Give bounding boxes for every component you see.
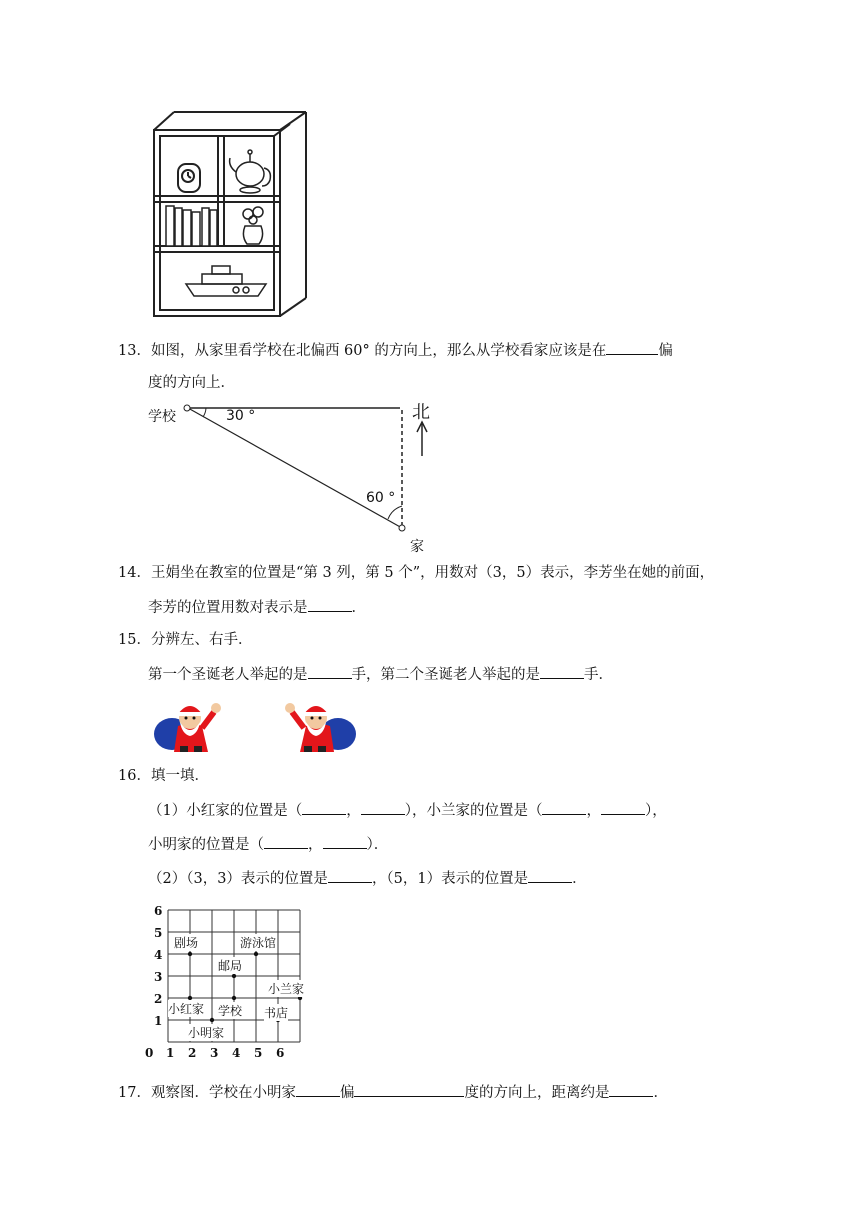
q16-p2-text-c: ． (572, 871, 587, 887)
xiaohong-y-blank[interactable] (361, 800, 405, 815)
q15-number: 15． (118, 632, 151, 648)
q16-p1-line2-text-b: ）． (366, 837, 389, 853)
xiaolan-x-blank[interactable] (542, 800, 586, 815)
xiaoming-x-blank[interactable] (264, 834, 308, 849)
x-tick-5: 5 (254, 1046, 263, 1060)
q16-comma: ， (586, 803, 601, 819)
grid-point (232, 996, 236, 1000)
q17-text-b: 偏 (339, 1085, 355, 1101)
angle-30-label: 30 ° (226, 408, 256, 424)
q17-distance-blank[interactable] (609, 1082, 653, 1097)
y-tick-1: 1 (154, 1014, 163, 1028)
q15-question-line (148, 664, 613, 685)
school-label: 学校 (148, 409, 176, 425)
place-xiaoming-home: 小明家 (188, 1026, 225, 1040)
q17-line (118, 1082, 668, 1103)
q15-title: 分辨左、右手． (150, 632, 253, 648)
place-pool: 游泳馆 (240, 936, 277, 950)
x-tick-1: 1 (166, 1046, 175, 1060)
q16-p2-text-a: （2）（3，3）表示的位置是 (148, 871, 328, 887)
home-label: 家 (410, 539, 424, 555)
q16-p2-text-b: ，（5，1）表示的位置是 (371, 871, 529, 887)
q16-p1-line2-text-a: 小明家的位置是（ (148, 837, 264, 853)
x-tick-3: 3 (210, 1046, 219, 1060)
xiaohong-x-blank[interactable] (302, 800, 346, 815)
q14-number: 14． (118, 565, 151, 581)
xiaolan-y-blank[interactable] (601, 800, 645, 815)
y-tick-4: 4 (154, 948, 163, 962)
q13-line1 (118, 340, 673, 361)
q16-p2-blank-2[interactable] (528, 868, 572, 883)
place-theater: 剧场 (174, 936, 199, 950)
x-tick-0: 0 (145, 1046, 154, 1060)
q16-comma: ， (308, 837, 323, 853)
y-tick-6: 6 (154, 904, 163, 918)
q16-grid-figure (145, 900, 328, 1065)
q14-line1 (118, 563, 714, 583)
q16-comma: ， (346, 803, 361, 819)
x-tick-6: 6 (276, 1046, 285, 1060)
angle-60-label: 60 ° (366, 490, 396, 506)
q17-number: 17． (118, 1085, 151, 1101)
place-bookstore: 书店 (264, 1006, 289, 1020)
q16-p1-text-a: （1）小红家的位置是（ (148, 803, 303, 819)
q17-text-c: 度的方向上，距离约是 (464, 1085, 610, 1101)
q16-title-line (118, 766, 209, 786)
grid-point (188, 952, 192, 956)
q14-text-line2a: 李芳的位置用数对表示是 (148, 600, 308, 616)
santa-claus-1-image (152, 696, 228, 754)
q13-text-b: 偏 (658, 343, 673, 359)
q17-text-d: ． (653, 1085, 668, 1101)
q15-answer-blank-first[interactable] (308, 664, 352, 679)
q15-text-b: 手，第二个圣诞老人举起的是 (351, 667, 540, 683)
y-tick-3: 3 (154, 970, 163, 984)
place-xiaolan-home: 小兰家 (268, 982, 305, 996)
xiaoming-y-blank[interactable] (323, 834, 367, 849)
q17-direction-blank[interactable] (296, 1082, 340, 1097)
q16-p1-text-b: ），小兰家的位置是（ (404, 803, 543, 819)
q13-line2 (148, 373, 235, 393)
y-tick-2: 2 (154, 992, 163, 1006)
place-xiaohong-home: 小红家 (168, 1002, 205, 1016)
grid-point (254, 952, 258, 956)
q13-figure (148, 396, 438, 556)
q15-answer-blank-second[interactable] (540, 664, 584, 679)
q14-text-line1: 王娟坐在教室的位置是“第 3 列，第 5 个”，用数对（3，5）表示，李芳坐在她的前面， (150, 565, 715, 581)
q13-answer-blank-direction[interactable] (606, 340, 658, 355)
santa-claus-2-image (274, 696, 354, 754)
q17-degree-blank[interactable] (354, 1082, 464, 1097)
q15-text-a: 第一个圣诞老人举起的是 (148, 667, 308, 683)
q14-text-line2b: ． (351, 600, 366, 616)
place-post-office: 邮局 (218, 959, 243, 973)
q15-text-c: 手． (584, 667, 613, 683)
q16-title: 填一填． (150, 768, 209, 784)
bookshelf-illustration (150, 108, 310, 320)
grid-point (232, 974, 236, 978)
q13-number: 13． (118, 343, 151, 359)
q16-part1-line2 (148, 834, 388, 855)
q15-title-line (118, 630, 252, 650)
q14-line2 (148, 597, 366, 618)
q16-p1-text-c: ）， (644, 803, 667, 819)
q13-text-a: 如图，从家里看学校在北偏西 60° 的方向上，那么从学校看家应该是在 (150, 343, 607, 359)
grid-point (210, 1018, 214, 1022)
y-tick-5: 5 (154, 926, 163, 940)
q17-text-a: 观察图．学校在小明家 (150, 1085, 296, 1101)
x-tick-4: 4 (232, 1046, 241, 1060)
north-label: 北 (412, 402, 430, 423)
q16-part2-line (148, 868, 587, 889)
q16-part1-line1 (148, 800, 667, 821)
q16-p2-blank-1[interactable] (328, 868, 372, 883)
q13-text-c: 度的方向上． (148, 375, 235, 391)
place-school: 学校 (218, 1004, 243, 1018)
q14-answer-blank[interactable] (308, 597, 352, 612)
x-tick-2: 2 (188, 1046, 197, 1060)
q16-number: 16． (118, 768, 151, 784)
